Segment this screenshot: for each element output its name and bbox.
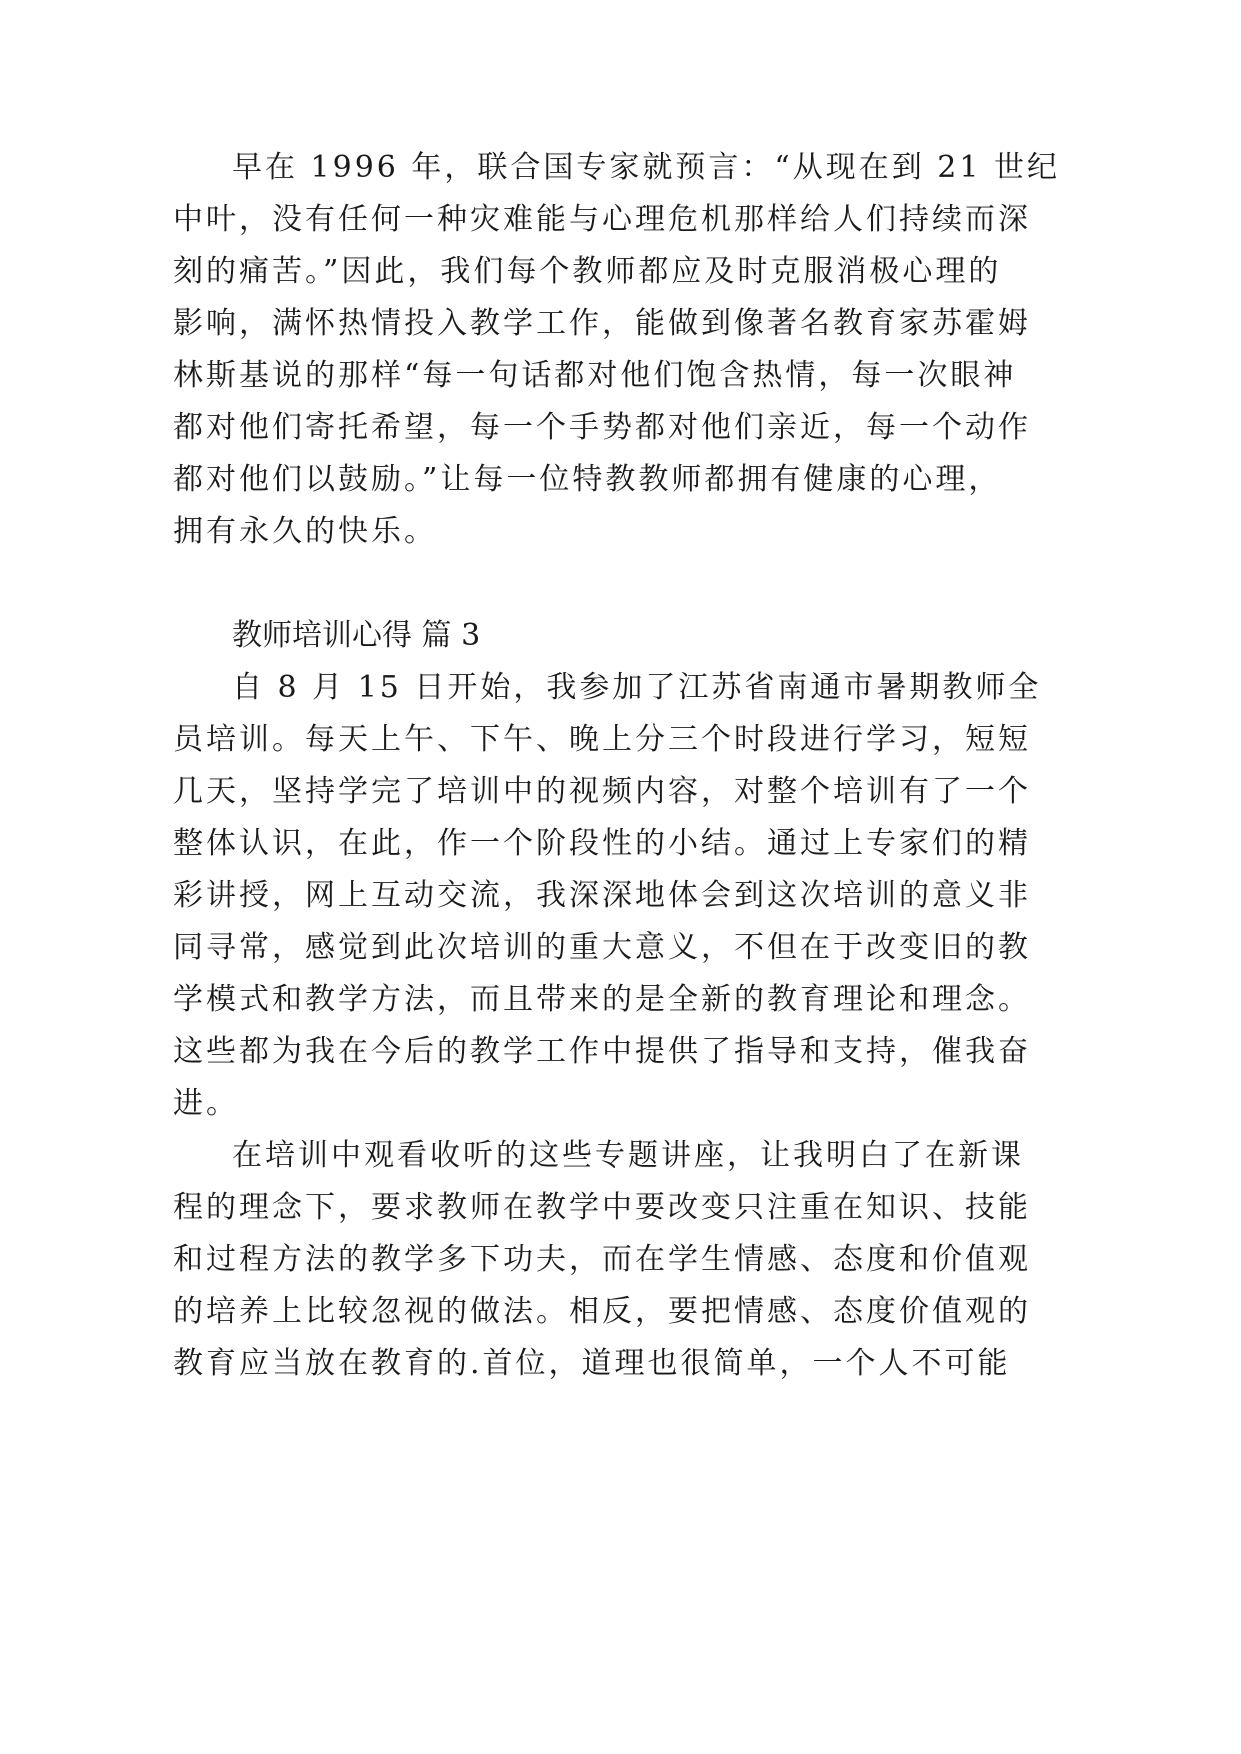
paragraph-line: 员培训。每天上午、下午、晚上分三个时段进行学习，短短: [173, 722, 1031, 757]
section-heading: 教师培训心得 篇 3: [232, 618, 481, 653]
paragraph-line: 刻的痛苦。”因此，我们每个教师都应及时克服消极心理的: [173, 254, 1002, 289]
paragraph-line: 都对他们以鼓励。”让每一位特教教师都拥有健康的心理，: [173, 462, 1002, 497]
paragraph-line: 都对他们寄托希望，每一个手势都对他们亲近，每一个动作: [173, 410, 1031, 445]
paragraph-line: 学模式和教学方法，而且带来的是全新的教育理论和理念。: [173, 982, 1031, 1017]
paragraph-line: 几天，坚持学完了培训中的视频内容，对整个培训有了一个: [173, 774, 1031, 809]
paragraph-line: 和过程方法的教学多下功夫，而在学生情感、态度和价值观: [173, 1242, 1031, 1277]
paragraph-line: 彩讲授，网上互动交流，我深深地体会到这次培训的意义非: [173, 878, 1031, 913]
paragraph-line: 自 8 月 15 日开始，我参加了江苏省南通市暑期教师全: [232, 670, 1042, 705]
paragraph-line: 拥有永久的快乐。: [173, 514, 437, 549]
paragraph-line: 同寻常，感觉到此次培训的重大意义，不但在于改变旧的教: [173, 930, 1031, 965]
paragraph-line: 影响，满怀热情投入教学工作，能做到像著名教育家苏霍姆: [173, 306, 1031, 341]
paragraph-line: 整体认识，在此，作一个阶段性的小结。通过上专家们的精: [173, 826, 1031, 861]
paragraph-line: 进。: [173, 1086, 239, 1121]
paragraph-line: 程的理念下，要求教师在教学中要改变只注重在知识、技能: [173, 1190, 1031, 1225]
paragraph-line: 在培训中观看收听的这些专题讲座，让我明白了在新课: [232, 1138, 1024, 1173]
paragraph-line: 林斯基说的那样“每一句话都对他们饱含热情，每一次眼神: [173, 358, 1017, 393]
paragraph-line: 的培养上比较忽视的做法。相反，要把情感、态度价值观的: [173, 1294, 1031, 1329]
paragraph-line: 中叶，没有任何一种灾难能与心理危机那样给人们持续而深: [173, 202, 1031, 237]
paragraph-line: 教育应当放在教育的.首位，道理也很简单，一个人不可能: [173, 1346, 1011, 1381]
paragraph-line: 早在 1996 年，联合国专家就预言：“从现在到 21 世纪: [232, 150, 1061, 185]
paragraph-line: 这些都为我在今后的教学工作中提供了指导和支持，催我奋: [173, 1034, 1031, 1069]
